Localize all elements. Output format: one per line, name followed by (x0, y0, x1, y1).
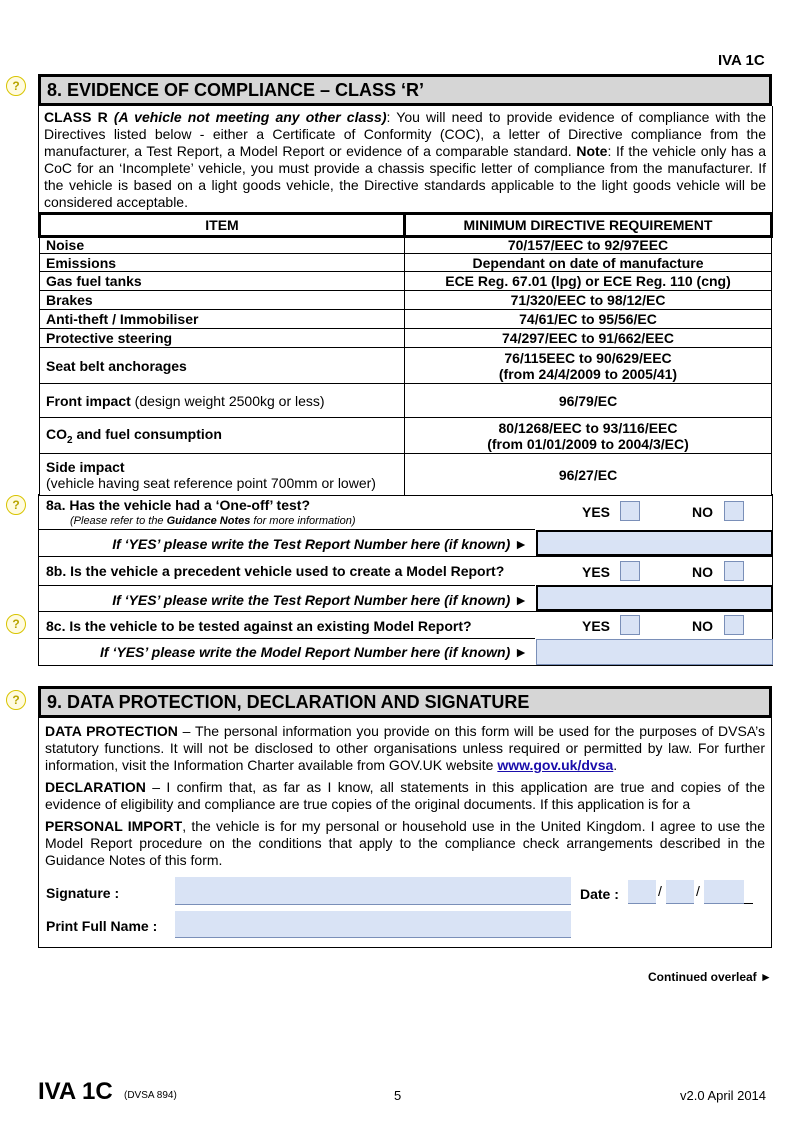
q8a-yes-checkbox[interactable] (620, 501, 640, 521)
intro-text-2: : If the vehicle only has a CoC for an ‘Incomplete’ vehicle, you must provide a chassis specific letter of compliance from the manufacturer. If the vehicle is based on a light goods vehicle, the Directive standards applicable to the light goods vehicle will be considered acceptable. (44, 143, 767, 210)
table-row (40, 329, 772, 348)
data-protection-paragraph: DATA PROTECTION – The personal information you provide on this form will be used for the purposes of DVSA’s statutory functions. It will not be disclosed to other organisations unless required or permitted by law. For further information, visit the Information Charter available from GOV.UK website www.gov.uk/dvsa. (45, 723, 765, 773)
date-day-field[interactable] (628, 880, 656, 904)
yes-label: YES (582, 564, 611, 580)
footer-form-code: IVA 1C (38, 1078, 113, 1105)
item-cell: Protective steering (40, 329, 405, 348)
item-note: (vehicle having seat reference point 700mm or lower) (46, 474, 376, 491)
requirement-cell (405, 348, 772, 384)
table-row (40, 291, 772, 310)
no-label: NO (692, 618, 713, 634)
requirement-cell (405, 418, 772, 454)
help-icon[interactable]: ? (6, 614, 26, 634)
table-row (40, 272, 772, 291)
question-8a-text: 8a. Has the vehicle had a ‘One-off’ test? (46, 497, 310, 513)
item-cell: Seat belt anchorages (40, 348, 405, 384)
item-header: ITEM (40, 214, 405, 237)
q8c-yes-checkbox[interactable] (620, 615, 640, 635)
class-r-description: (A vehicle not meeting any other class) (113, 109, 387, 125)
question-8b-text: 8b. Is the vehicle a precedent vehicle used to create a Model Report? (46, 563, 505, 579)
section-8-intro (38, 109, 772, 211)
q8c-model-report-number-field[interactable] (536, 639, 773, 665)
help-icon[interactable]: ? (6, 495, 26, 515)
personal-import-label: PERSONAL IMPORT (45, 818, 183, 834)
continued-overleaf: Continued overleaf ► (648, 970, 772, 984)
version-date: v2.0 April 2014 (680, 1088, 767, 1103)
requirement-line-2: (from 24/4/2009 to 2005/41) (498, 365, 678, 382)
help-icon[interactable]: ? (6, 690, 26, 710)
item-cell (40, 418, 405, 454)
intro-text-1: : You will need to provide evidence of compliance with the Directives listed below - either a Certificate of Conformity (COC), a letter of Directive compliance from the manufacturer, a Test Report, a Model Report or evidence of a comparable standard. (44, 109, 767, 159)
item-cell: Noise (40, 237, 405, 254)
item-name: Front impact (46, 392, 131, 409)
table-header-row (40, 214, 772, 237)
q8c-ref-label: If ‘YES’ please write the Model Report Number here (if known) ► (100, 644, 528, 660)
item-subscript: 2 (67, 434, 73, 446)
table-row (40, 348, 772, 384)
requirement-cell: 96/27/EC (405, 454, 772, 496)
requirement-cell: 70/157/EEC to 92/97EEC (405, 237, 772, 254)
item-cell: Emissions (40, 254, 405, 272)
q8b-yes-checkbox[interactable] (620, 561, 640, 581)
q8b-ref-label: If ‘YES’ please write the Test Report Number here (if known) ► (112, 592, 528, 608)
class-r-label: CLASS R (44, 109, 108, 125)
question-8c-text: 8c. Is the vehicle to be tested against an existing Model Report? (46, 618, 472, 634)
section-8-title: 8. EVIDENCE OF COMPLIANCE – CLASS ‘R’ (38, 74, 772, 106)
page-number: 5 (394, 1088, 402, 1103)
table-row (40, 454, 772, 496)
q8b-no-checkbox[interactable] (724, 561, 744, 581)
item-cell (40, 384, 405, 418)
table-row (40, 310, 772, 329)
footer-dvsa-code: (DVSA 894) (124, 1090, 177, 1101)
q8b-test-report-number-field[interactable] (536, 585, 773, 611)
table-row (40, 237, 772, 254)
requirement-line-1: 80/1268/EEC to 93/116/EEC (498, 419, 678, 436)
directive-table (38, 212, 773, 496)
q8a-no-checkbox[interactable] (724, 501, 744, 521)
requirement-cell: 74/61/EC to 95/56/EC (405, 310, 772, 329)
print-name-field[interactable] (175, 911, 571, 938)
item-note: (design weight 2500kg or less) (130, 392, 325, 409)
date-separator: / (696, 883, 700, 899)
personal-import-paragraph: PERSONAL IMPORT, the vehicle is for my personal or household use in the United Kingdom. I agree to use the Model Report procedure on the conditions that apply to the compliance check arrangements described in the Guidance Notes of this form. (45, 818, 765, 868)
item-cell (40, 454, 405, 496)
requirement-cell: 96/79/EC (405, 384, 772, 418)
item-cell: Brakes (40, 291, 405, 310)
item-name: Side impact (46, 458, 125, 475)
item-cell: Gas fuel tanks (40, 272, 405, 291)
declaration-label: DECLARATION (45, 779, 146, 795)
help-icon[interactable]: ? (6, 76, 26, 96)
q8a-test-report-number-field[interactable] (536, 530, 773, 556)
declaration-paragraph: DECLARATION – I confirm that, as far as I know, all statements in this application are true and copies of the evidence of eligibility and compliance are true copies of the original documents. If this application is for a (45, 779, 765, 812)
q8a-ref-label: If ‘YES’ please write the Test Report Number here (if known) ► (112, 536, 528, 552)
item-tail: and fuel consumption (72, 425, 222, 442)
requirement-cell: ECE Reg. 67.01 (lpg) or ECE Reg. 110 (cng) (405, 272, 772, 291)
requirement-cell: 71/320/EEC to 98/12/EC (405, 291, 772, 310)
no-label: NO (692, 564, 713, 580)
no-label: NO (692, 504, 713, 520)
signature-field[interactable] (175, 877, 571, 905)
question-8a-note: (Please refer to the Guidance Notes for more information) (70, 515, 356, 527)
form-code-top: IVA 1C (718, 52, 765, 69)
date-separator: / (658, 883, 662, 899)
requirement-line-1: 76/115EEC to 90/629/EEC (504, 349, 672, 366)
section-9 (38, 686, 772, 948)
section-8 (38, 74, 772, 214)
signature-label: Signature : (46, 885, 120, 901)
date-year-field[interactable] (704, 880, 744, 904)
data-protection-label: DATA PROTECTION (45, 723, 178, 739)
date-label: Date : (580, 886, 619, 902)
requirement-header: MINIMUM DIRECTIVE REQUIREMENT (405, 214, 772, 237)
item-cell: Anti-theft / Immobiliser (40, 310, 405, 329)
yes-label: YES (582, 618, 611, 634)
dvsa-website-link[interactable]: www.gov.uk/dvsa (497, 757, 614, 773)
requirement-line-2: (from 01/01/2009 to 2004/3/EC) (487, 435, 689, 452)
section-9-title: 9. DATA PROTECTION, DECLARATION AND SIGNATURE (38, 686, 772, 718)
yes-label: YES (582, 504, 611, 520)
table-row (40, 418, 772, 454)
date-month-field[interactable] (666, 880, 694, 904)
table-row (40, 384, 772, 418)
q8c-no-checkbox[interactable] (724, 615, 744, 635)
requirement-cell: Dependant on date of manufacture (405, 254, 772, 272)
note-label: Note (576, 143, 608, 159)
print-name-label: Print Full Name : (46, 918, 158, 934)
table-row (40, 254, 772, 272)
item-name: CO (46, 425, 67, 442)
requirement-cell: 74/297/EEC to 91/662/EEC (405, 329, 772, 348)
